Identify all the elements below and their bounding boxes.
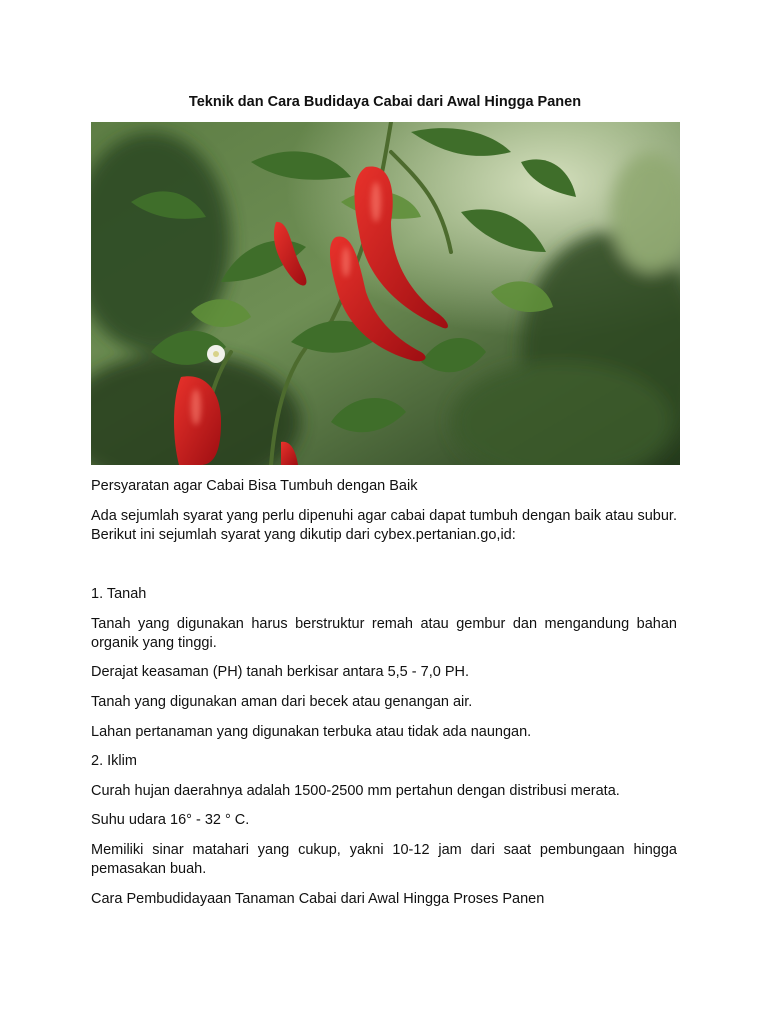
intro-paragraph: Ada sejumlah syarat yang perlu dipenuhi agar cabai dapat tumbuh dengan baik atau subur. Berikut ini sejumlah syarat yang dikutip dari cybex.pertanian.go,id: (91, 508, 677, 543)
chili-plant-photo (91, 122, 680, 465)
section-climate: 2. Iklim (91, 753, 137, 769)
land-openness-text: Lahan pertanaman yang digunakan terbuka atau tidak ada naungan. (91, 724, 532, 740)
rainfall-text: Curah hujan daerahnya adalah 1500-2500 mm pertahun dengan distribusi merata. (91, 783, 620, 799)
chili-plant-illustration (91, 122, 680, 465)
temperature-text: Suhu udara 16° - 32 ° C. (91, 812, 250, 828)
document-title: Teknik dan Cara Budidaya Cabai dari Awal Hingga Panen (188, 94, 582, 110)
soil-drainage-text: Tanah yang digunakan aman dari becek atau genangan air. (91, 694, 473, 710)
heading-cultivation: Cara Pembudidayaan Tanaman Cabai dari Awal Hingga Proses Panen (91, 891, 545, 907)
soil-ph-text: Derajat keasaman (PH) tanah berkisar antara 5,5 - 7,0 PH. (91, 664, 469, 680)
heading-requirements: Persyaratan agar Cabai Bisa Tumbuh dengan Baik (91, 478, 418, 494)
sunlight-text: Memiliki sinar matahari yang cukup, yakni 10-12 jam dari saat pembungaan hingga pemasakan buah. (91, 842, 677, 877)
soil-structure-text: Tanah yang digunakan harus berstruktur remah atau gembur dan mengandung bahan organik yang tinggi. (91, 616, 677, 651)
section-soil: 1. Tanah (91, 586, 147, 602)
